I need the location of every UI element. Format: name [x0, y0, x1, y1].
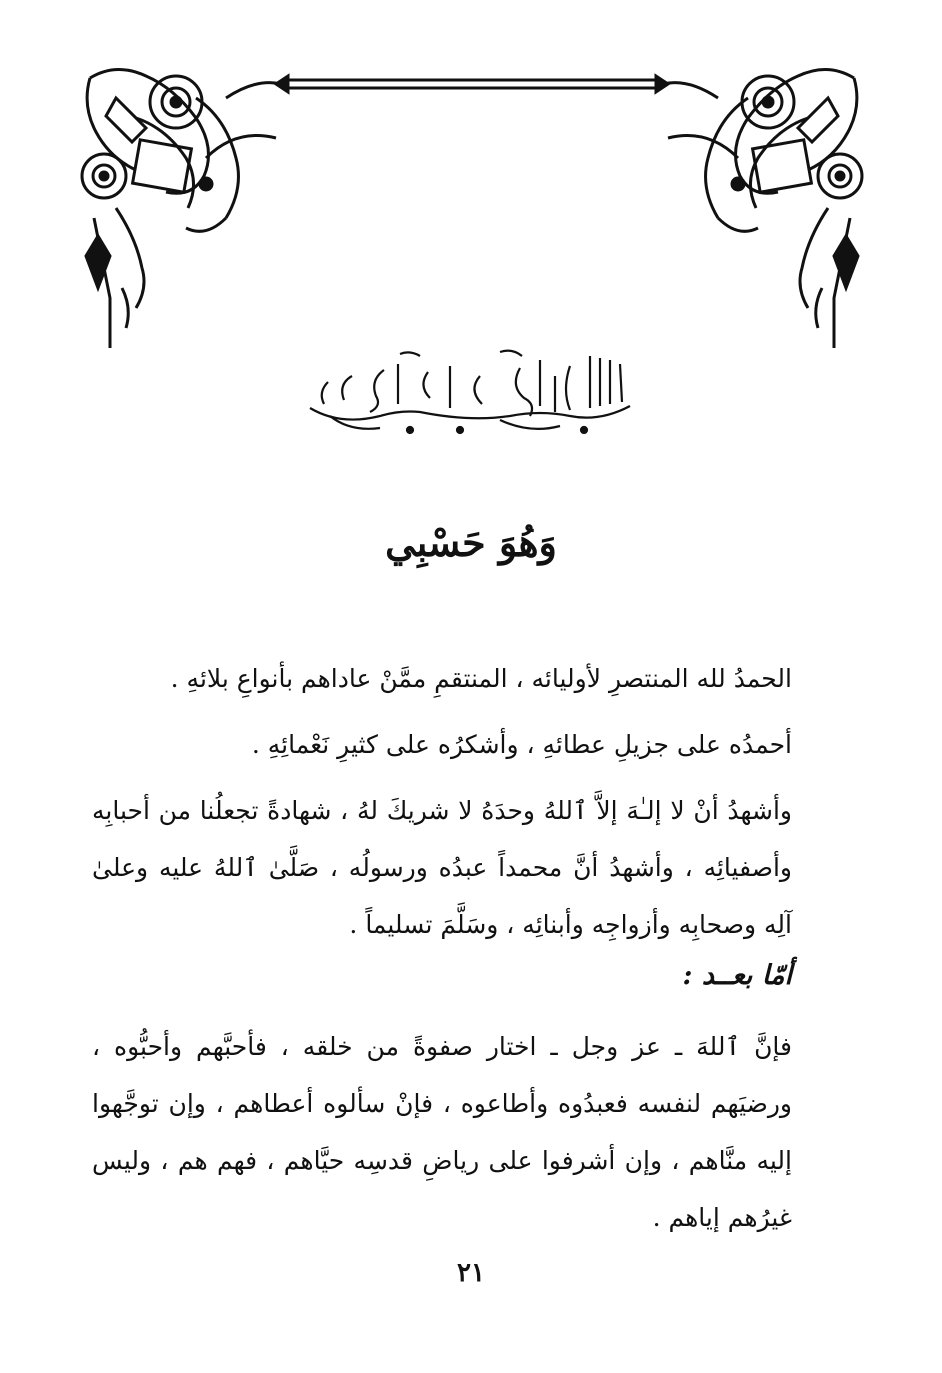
- paragraph-3: [92, 782, 792, 953]
- paragraph-text: الحمدُ لله المنتصرِ لأوليائه ، المنتقمِ ممَّنْ عاداهم بأنواعِ بلائهِ .: [170, 664, 792, 693]
- paragraph-2: [92, 716, 792, 773]
- paragraph-text: أحمدُه على جزيلِ عطائهِ ، وأشكرُه على كثيرِ نَعْمائِهِ .: [251, 730, 792, 759]
- paragraph-4: [92, 1018, 792, 1246]
- paragraph-text: وأشهدُ أنْ لا إلـٰهَ إلاَّ ٱللهُ وحدَهُ لا شريكَ لهُ ، شهادةً تجعلُنا من أحبابِه وأصفيائِه ، وأشهدُ أنَّ محمداً عبدُه ورسولُه ، صَلَّىٰ ٱللهُ عليه وعلىٰ آلِه وصحابِه وأزواجِه وأبنائِه ، وسَلَّمَ تسليماً .: [92, 796, 792, 939]
- basmala-calligraphy-icon: [300, 346, 642, 436]
- paragraph-text: فإنَّ ٱللهَ ـ عز وجل ـ اختار صفوةً من خلقه ، فأحبَّهم وأحبُّوه ، ورضيَهم لنفسه فعبدُوه وأطاعوه ، فإنْ سألوه أعطاهم ، وإن توجَّهوا إليه منَّاهم ، وإن أشرفوا على رياضِ قدسِه حيَّاهم ، فهم هم ، وليس غيرُهم إياهم .: [92, 1032, 792, 1232]
- header-ornament-icon: [76, 58, 868, 358]
- amma-baad-heading: أمّا بعــد :: [682, 960, 792, 991]
- paragraph-1: [92, 650, 792, 707]
- page-number: ٢١: [457, 1258, 485, 1288]
- page-title: وَهُوَ حَسْبِي: [385, 520, 557, 565]
